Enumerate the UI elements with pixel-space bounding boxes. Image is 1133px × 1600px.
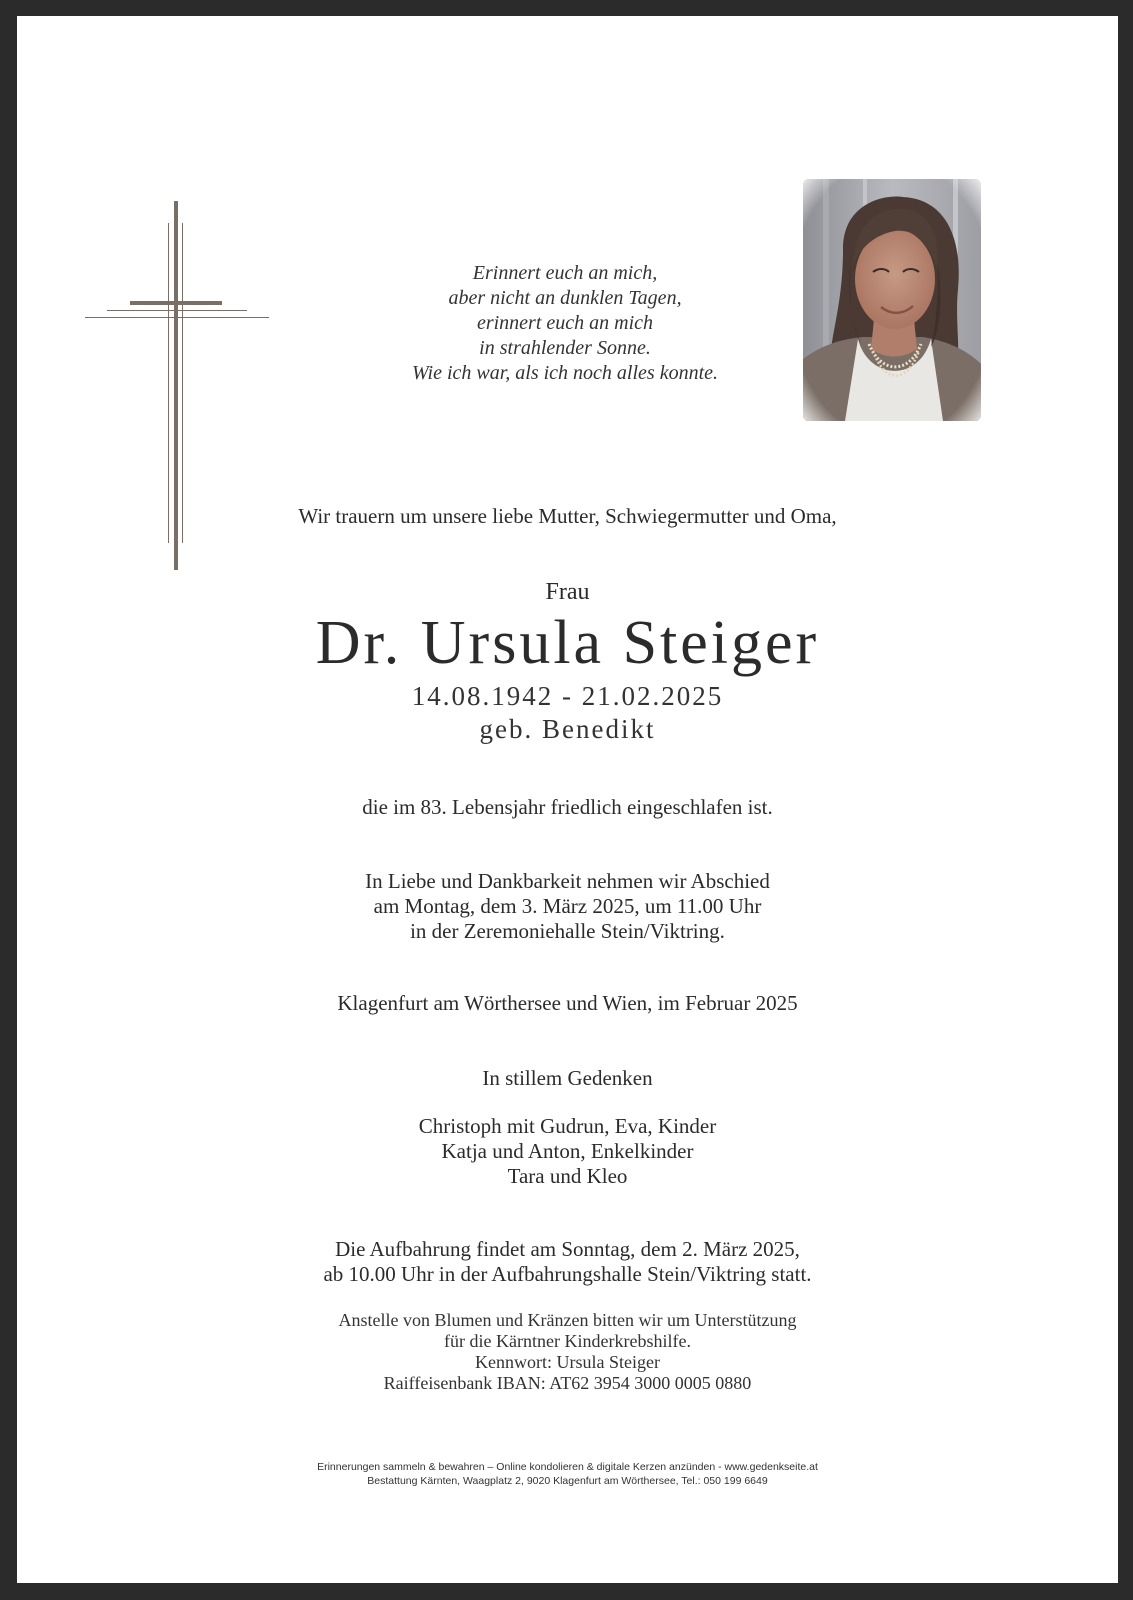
donation-line: Raiffeisenbank IBAN: AT62 3954 3000 0005 0880 [383, 1373, 752, 1393]
donation-block [17, 1310, 1118, 1394]
place-date: Klagenfurt am Wörthersee und Wien, im Februar 2025 [337, 991, 798, 1015]
deceased-name: Dr. Ursula Steiger [315, 609, 820, 677]
farewell-line: am Montag, dem 3. März 2025, um 11.00 Uhr [373, 894, 762, 918]
intro-text: Wir trauern um unsere liebe Mutter, Schwiegermutter und Oma, [298, 504, 837, 528]
mourner-line: Katja und Anton, Enkelkinder [441, 1139, 694, 1163]
life-dates: 14.08.1942 - 21.02.2025 [411, 681, 724, 711]
mourner-line: Christoph mit Gudrun, Eva, Kinder [418, 1114, 717, 1138]
obituary-notice [17, 16, 1118, 1583]
mourner-line: Tara und Kleo [507, 1164, 628, 1188]
remembrance-text: In stillem Gedenken [482, 1066, 653, 1090]
viewing-block [17, 1237, 1118, 1287]
farewell-block [17, 869, 1118, 944]
farewell-line: in der Zeremoniehalle Stein/Viktring. [410, 919, 725, 943]
passing-text: die im 83. Lebensjahr friedlich eingeschlafen ist. [362, 795, 773, 819]
farewell-line: In Liebe und Dankbarkeit nehmen wir Abschied [365, 869, 770, 893]
poem-line: Wie ich war, als ich noch alles konnte. [411, 362, 719, 384]
footer [17, 1460, 1118, 1488]
donation-line: für die Kärntner Kinderkrebshilfe. [444, 1331, 691, 1351]
maiden-name: geb. Benedikt [479, 714, 656, 744]
mourners-list [17, 1114, 1118, 1189]
poem-line: in strahlender Sonne. [479, 337, 651, 359]
viewing-line: ab 10.00 Uhr in der Aufbahrungshalle Stein/Viktring statt. [323, 1262, 812, 1286]
portrait-photo [803, 179, 981, 421]
donation-line: Anstelle von Blumen und Kränzen bitten wir um Unterstützung [338, 1310, 797, 1330]
footer-line: Bestattung Kärnten, Waagplatz 2, 9020 Klagenfurt am Wörthersee, Tel.: 050 199 6649 [367, 1475, 768, 1487]
poem-line: Erinnert euch an mich, [472, 262, 658, 284]
donation-line: Kennwort: Ursula Steiger [475, 1352, 660, 1372]
poem-line: erinnert euch an mich [476, 312, 654, 334]
footer-line: Erinnerungen sammeln & bewahren – Online kondolieren & digitale Kerzen anzünden - www.gedenkseite.at [317, 1461, 818, 1473]
poem [317, 261, 813, 386]
poem-line: aber nicht an dunklen Tagen, [448, 287, 682, 309]
salutation: Frau [545, 579, 590, 605]
viewing-line: Die Aufbahrung findet am Sonntag, dem 2. März 2025, [335, 1237, 800, 1261]
